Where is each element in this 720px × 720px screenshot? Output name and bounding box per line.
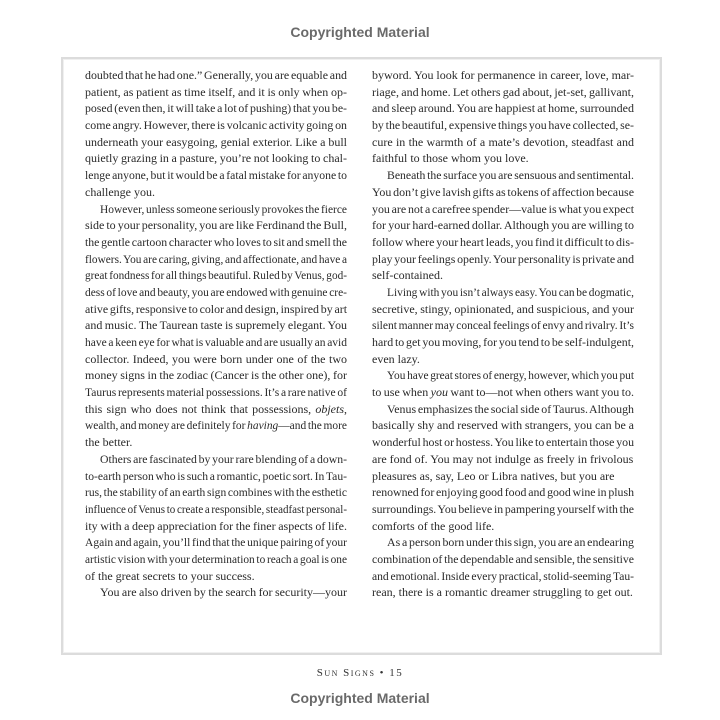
text-line xyxy=(372,67,634,84)
text-line-content: secretive, stingy, opinionated, and suspicious, and your xyxy=(372,301,634,316)
text-line-content: great fondness for all things beautiful. Ruled by Venus, god- xyxy=(85,268,347,283)
text-line xyxy=(372,251,634,268)
text-line-content: Venus emphasizes the social side of Taurus. Although xyxy=(387,401,634,416)
text-line xyxy=(85,484,347,501)
running-head: Sun Signs xyxy=(316,667,376,679)
text-line xyxy=(85,317,347,334)
copyright-watermark-top: Copyrighted Material xyxy=(290,24,430,40)
text-line-content: ity with a deep appreciation for the finer aspects of life. xyxy=(85,518,347,533)
text-line-content: dess of love and beauty, you are endowed with genuine cre- xyxy=(85,284,347,299)
text-line-content: by the beautiful, expensive things you have collected, se- xyxy=(372,118,634,133)
text-line-content xyxy=(85,417,347,434)
text-line-content: hard to get you moving, for you tend to be self-indulgent, xyxy=(372,335,634,349)
text-line xyxy=(85,117,347,134)
text-line-content: the better. xyxy=(85,435,133,450)
text-line-content: As a person born under this sign, you are an endearing xyxy=(387,535,634,550)
text-line-content: underneath your easygoing, genial exterior. Like a bull xyxy=(85,134,347,149)
text-line xyxy=(85,417,347,434)
text-line-content: surroundings. You believe in pampering yourself with the xyxy=(372,501,634,516)
text-line xyxy=(372,484,634,501)
page-number: 15 xyxy=(389,667,404,679)
text-line xyxy=(372,301,634,318)
text-segment: wealth, and money are definitely for xyxy=(85,418,248,433)
text-line-content: and music. The Taurean taste is supremely elegant. You xyxy=(85,318,347,333)
text-segment: , xyxy=(344,401,347,416)
text-line-content: and emotional. Inside every practical, stolid-seeming Tau- xyxy=(372,568,634,583)
text-line-content: self-contained. xyxy=(372,268,443,283)
text-line xyxy=(85,401,347,418)
text-line-content: Taurus represents material possessions. It’s a rare native of xyxy=(85,385,347,400)
text-line xyxy=(85,518,347,535)
text-line xyxy=(372,334,634,351)
text-line-content: have a keen eye for what is valuable and are usually an avid xyxy=(85,335,347,349)
text-line xyxy=(85,67,347,84)
text-line-content: play your feelings openly. Your personality is private and xyxy=(372,251,634,266)
text-line xyxy=(85,134,347,151)
text-line xyxy=(372,167,634,184)
text-line-content xyxy=(85,401,347,418)
text-line-content: ative gifts, responsive to color and design, inspired by art xyxy=(85,301,347,316)
text-line-content: rean, there is a romantic dreamer struggling to get out. xyxy=(372,585,633,600)
text-line-content: You have great stores of energy, however, which you put xyxy=(387,368,634,383)
text-line xyxy=(372,434,634,451)
text-line xyxy=(372,117,634,134)
text-line xyxy=(372,417,634,434)
text-line xyxy=(85,84,347,101)
text-segment: want to—not when others want you to. xyxy=(447,385,634,400)
text-line xyxy=(85,551,347,568)
text-line-content: combination of the dependable and sensible, the sensitive xyxy=(372,551,634,566)
text-line xyxy=(372,551,634,568)
text-line-content: even lazy. xyxy=(372,351,420,366)
text-line xyxy=(85,284,347,301)
text-line xyxy=(372,284,634,301)
text-line-content: challenge you. xyxy=(85,184,155,199)
text-column-right xyxy=(372,67,634,601)
text-line xyxy=(85,100,347,117)
text-line-content: You don’t give lavish gifts as tokens of affection because xyxy=(372,184,634,199)
text-line-content: riage, and home. Let others gad about, jet-set, gallivant, xyxy=(372,84,634,99)
text-segment: this sign who does not think that possessions, xyxy=(85,401,316,416)
text-line xyxy=(372,518,634,535)
text-line-content: Beneath the surface you are sensuous and sentimental. xyxy=(387,168,634,183)
text-line xyxy=(372,84,634,101)
text-line xyxy=(372,568,634,585)
text-line xyxy=(85,334,347,351)
text-line xyxy=(85,217,347,234)
text-line xyxy=(372,384,634,401)
text-line-content: wonderful host or hostess. You like to entertain those you xyxy=(372,435,634,450)
text-line xyxy=(85,267,347,284)
text-segment: —and the more xyxy=(278,418,347,433)
text-line-content: are fond of. You may not indulge as freely in frivolous xyxy=(372,451,634,466)
text-segment: to use when xyxy=(372,385,431,400)
text-line xyxy=(85,568,347,585)
italic-text: objets xyxy=(315,401,344,416)
text-line xyxy=(372,234,634,251)
text-line xyxy=(372,217,634,234)
text-line-content: rus, the stability of an earth sign combines with the esthetic xyxy=(85,485,347,500)
text-line-content: and sleep around. You are happiest at home, surrounded xyxy=(372,101,634,116)
text-line-content: Living with you isn’t always easy. You can be dogmatic, xyxy=(387,284,634,299)
text-line-content: comforts of the good life. xyxy=(372,518,495,533)
text-line-content: flowers. You are caring, giving, and affectionate, and have a xyxy=(85,251,347,266)
text-line-content: pleasures as, say, Leo or Libra natives, but you are xyxy=(372,468,615,483)
text-column-left xyxy=(85,67,347,601)
text-line-content: You are also driven by the search for security—your xyxy=(100,585,347,600)
text-line xyxy=(372,534,634,551)
text-line-content: of the great secrets to your success. xyxy=(85,568,255,583)
text-line xyxy=(85,234,347,251)
text-line xyxy=(85,534,347,551)
text-line-content: faithful to those whom you love. xyxy=(372,151,529,166)
text-line xyxy=(372,468,634,485)
text-line xyxy=(372,201,634,218)
text-line xyxy=(85,201,347,218)
text-line-content: cure in the warmth of a mate’s devotion, steadfast and xyxy=(372,134,634,149)
text-line-content: follow where your heart leads, you find it difficult to dis- xyxy=(372,234,634,249)
text-line-content: collector. Indeed, you were born under one of the two xyxy=(85,351,347,366)
text-line-content: you are not a carefree spender—value is what you expect xyxy=(372,201,634,216)
text-line xyxy=(85,451,347,468)
text-line xyxy=(85,501,347,518)
folio-separator: • xyxy=(379,667,386,679)
page-footer xyxy=(0,666,720,680)
text-line-content: Again and again, you’ll find that the unique pairing of your xyxy=(85,535,347,550)
text-line-content: silent manner may conceal feelings of envy and rivalry. It’s xyxy=(372,318,634,333)
text-line-content: However, unless someone seriously provokes the fierce xyxy=(100,201,347,216)
text-line xyxy=(85,167,347,184)
text-line xyxy=(85,434,347,451)
text-line xyxy=(372,184,634,201)
text-line xyxy=(85,251,347,268)
text-line xyxy=(372,267,634,284)
text-line-content: doubted that he had one.” Generally, you are equable and xyxy=(85,68,347,82)
text-line-content: posed (even then, it will take a lot of pushing) that you be- xyxy=(85,101,347,116)
text-line xyxy=(85,367,347,384)
copyright-watermark-bottom: Copyrighted Material xyxy=(290,690,430,706)
text-line xyxy=(85,301,347,318)
text-line-content: basically shy and reserved with strangers, you can be a xyxy=(372,418,634,433)
text-line-content: to-earth person who is such a romantic, poetic sort. In Tau- xyxy=(85,468,347,483)
text-line xyxy=(372,584,634,601)
text-line-content: influence of Venus to create a responsible, steadfast personal- xyxy=(85,501,347,516)
text-line xyxy=(85,384,347,401)
text-line-content: artistic vision with your determination to reach a goal is one xyxy=(85,551,347,566)
text-line xyxy=(85,468,347,485)
text-line xyxy=(85,351,347,368)
text-line-content: byword. You look for permanence in career, love, mar- xyxy=(372,68,634,82)
text-line-content: money signs in the zodiac (Cancer is the other one), for xyxy=(85,368,347,383)
text-line xyxy=(372,150,634,167)
text-line-content: quietly grazing in a pasture, you’re not looking to chal- xyxy=(85,151,347,166)
text-line xyxy=(85,584,347,601)
text-line-content xyxy=(372,384,634,401)
text-line xyxy=(85,150,347,167)
italic-text: you xyxy=(430,385,448,400)
text-line xyxy=(372,351,634,368)
text-line xyxy=(372,134,634,151)
text-line xyxy=(372,317,634,334)
text-line xyxy=(372,100,634,117)
text-line xyxy=(372,451,634,468)
text-line-content: for your hard-earned dollar. Although you are willing to xyxy=(372,218,634,233)
text-line-content: Others are fascinated by your rare blending of a down- xyxy=(100,451,347,466)
text-line xyxy=(372,367,634,384)
text-line xyxy=(85,184,347,201)
text-line xyxy=(372,501,634,518)
italic-text: having xyxy=(247,418,279,433)
text-line-content: lenge anyone, but it would be a fatal mistake for anyone to xyxy=(85,168,347,183)
text-line-content: come angry. However, there is volcanic activity going on xyxy=(85,118,347,133)
text-line-content: renowned for enjoying good food and good wine in plush xyxy=(372,485,634,500)
text-line-content: side to your personality, you are like Ferdinand the Bull, xyxy=(85,218,347,233)
text-line-content: the gentle cartoon character who loves to sit and smell the xyxy=(85,234,347,249)
text-line-content: patient, as patient as time itself, and it is only when op- xyxy=(85,84,347,99)
text-line xyxy=(372,401,634,418)
